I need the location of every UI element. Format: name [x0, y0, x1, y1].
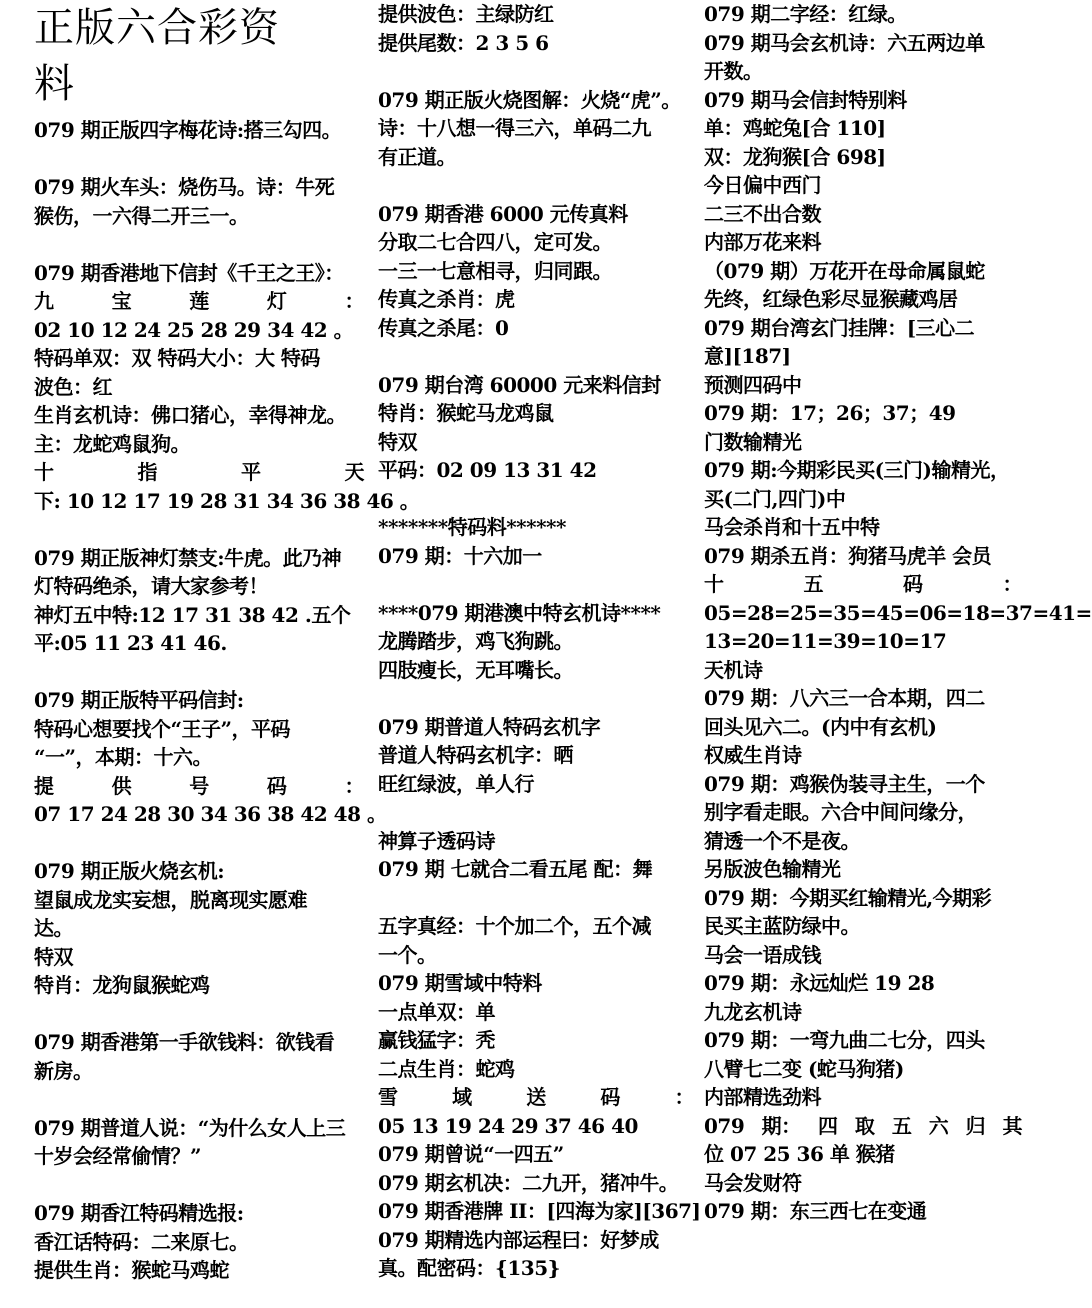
- text-line: 05 13 19 24 29 37 46 40: [378, 1113, 638, 1138]
- text-line: 079 期：十六加一: [378, 543, 542, 568]
- text-line: 079 期：17；26；37；49: [704, 401, 956, 425]
- text-line: 分取二七合四八，定可发。: [378, 230, 612, 254]
- title-line-2: 料: [34, 61, 75, 107]
- text-line: 另版波色输精光: [704, 857, 841, 881]
- spread-char: 莲: [189, 289, 209, 313]
- text-line: 龙腾踏步，鸡飞狗跳。: [378, 629, 573, 653]
- text-line: 提供尾数：2 3 5 6: [378, 30, 549, 55]
- text-line: [378, 1083, 694, 1112]
- text-line: 平码：02 09 13 31 42: [378, 458, 597, 482]
- text-line: 特码单双：双 特码大小：大 特码: [34, 346, 320, 370]
- text-line: ****079 期港澳中特玄机诗****: [378, 600, 661, 625]
- text-line: 079 期杀五肖：狗猪马虎羊 会员: [704, 543, 992, 568]
- text-line: 079 期香港地下信封《千王之王》：: [34, 260, 344, 285]
- text-line: 诗：十八想一得三六，单码二九: [378, 116, 651, 140]
- page-title: [34, 0, 364, 112]
- text-line: 079 期台湾 60000 元来料信封: [378, 372, 661, 397]
- text-line: 普道人特码玄机字：晒: [378, 743, 573, 767]
- text-line: 传真之杀尾：0: [378, 315, 509, 340]
- text-line: 079 期二字经：红绿。: [704, 2, 907, 26]
- text-line: 买(二门,四门)中: [704, 486, 846, 511]
- text-line: 灯特码绝杀，请大家参考！: [34, 574, 268, 598]
- spread-char: 号: [189, 773, 209, 798]
- spread-char: ：: [344, 289, 364, 313]
- text-line: 079 期正版火烧玄机:: [34, 859, 225, 883]
- text-line: 079 期普道人说：“为什么女人上三: [34, 1115, 346, 1140]
- text-line: 079 期：八六三一合本期，四二: [704, 686, 985, 710]
- spread-char: 码: [600, 1085, 620, 1109]
- text-line: 079 期 七就合二看五尾 配：舞: [378, 857, 653, 881]
- spread-char: 六: [928, 1113, 949, 1138]
- spread-char: 期：: [761, 1113, 801, 1138]
- spread-char: 雪: [378, 1085, 398, 1109]
- text-line: 特肖：龙狗鼠猴蛇鸡: [34, 973, 210, 997]
- text-line: 05=28=25=35=45=06=18=37=41=: [704, 600, 1092, 625]
- text-line: 二三不出合数: [704, 201, 821, 226]
- text-line: 079 期香港第一手欲钱料：欲钱看: [34, 1030, 335, 1054]
- text-line: 079 期正版四字梅花诗:搭三勾四。: [34, 118, 342, 142]
- blank-line: [34, 515, 364, 544]
- text-line: [704, 570, 1022, 599]
- text-line: 马会杀肖和十五中特: [704, 515, 880, 539]
- text-line: 079 期:今期彩民买(三门)输精光，: [704, 458, 1010, 482]
- text-line: 猜透一个不是夜。: [704, 828, 860, 853]
- text-line: 今日偏中西门: [704, 173, 821, 197]
- text-line: 赢钱猛字：秃: [378, 1028, 495, 1052]
- column-right: [704, 0, 1092, 1308]
- text-line: 九龙玄机诗: [704, 999, 802, 1024]
- text-line: 下: 10 12 17 19 28 31 34 36 38 46 。: [34, 488, 420, 513]
- blank-line: [378, 485, 694, 514]
- blank-line: [34, 1085, 364, 1114]
- text-line: *******特码料******: [378, 515, 566, 539]
- blank-line: [378, 57, 694, 86]
- spread-char: 指: [137, 460, 157, 484]
- text-line: 开数。: [704, 59, 763, 83]
- text-line: 提供波色：主绿防红: [378, 2, 554, 26]
- text-line: 079 期：永远灿烂 19 28: [704, 971, 935, 995]
- text-line: 有正道。: [378, 144, 456, 169]
- spread-char: 灯: [266, 289, 287, 313]
- spread-char: 取: [854, 1113, 875, 1138]
- text-line: [704, 1112, 1022, 1141]
- text-line: 一三一七意相寻，归同跟。: [378, 258, 612, 283]
- text-line: 生肖玄机诗：佛口猪心，幸得神龙。: [34, 403, 346, 427]
- spread-char: 供: [111, 773, 132, 798]
- text-line: 079 期香港 6000 元传真料: [378, 201, 628, 226]
- spread-char: 四: [818, 1113, 838, 1138]
- text-line: 波色：红: [34, 374, 112, 399]
- text-line: “一”，本期：十六。: [34, 745, 213, 769]
- text-line: [34, 458, 364, 487]
- text-line: 13=20=11=39=10=17: [704, 629, 947, 653]
- text-line: 079 期：鸡猴伪装寻主生，一个: [704, 771, 985, 796]
- text-line: 一点单双：单: [378, 999, 495, 1024]
- text-line: 真。配密码：{135}: [378, 1256, 560, 1280]
- text-line: 特双: [34, 944, 73, 969]
- text-line: 079 期马会信封特别料: [704, 87, 907, 112]
- text-line: 079 期精选内部运程曰：好梦成: [378, 1227, 659, 1252]
- text-line: 单：鸡蛇兔[合 110]: [704, 116, 886, 140]
- text-line: 02 10 12 24 25 28 29 34 42 。: [34, 317, 354, 342]
- text-line: 回头见六二。(内中有玄机): [704, 714, 937, 739]
- spread-char: 域: [452, 1085, 472, 1109]
- text-line: 望鼠成龙实妄想，脱离现实愿难: [34, 887, 307, 912]
- text-line: 神算子透码诗: [378, 828, 495, 853]
- blank-line: [34, 658, 364, 687]
- spread-char: 码: [266, 773, 287, 798]
- spread-char: 十: [34, 460, 54, 484]
- text-line: 特双: [378, 429, 417, 454]
- text-line: 猴伤，一六得二开三一。: [34, 203, 249, 228]
- text-line: 位 07 25 36 单 猴猪: [704, 1142, 895, 1166]
- text-line: 预测四码中: [704, 372, 802, 397]
- text-line: 内部精选劲料: [704, 1085, 821, 1109]
- spread-char: 079: [704, 1113, 745, 1138]
- text-line: 旺红绿波，单人行: [378, 771, 534, 796]
- spread-char: 宝: [111, 289, 132, 313]
- text-line: 079 期普道人特码玄机字: [378, 714, 601, 739]
- blank-line: [378, 570, 694, 599]
- blank-line: [378, 884, 694, 913]
- column-right-lines: [704, 0, 1092, 1226]
- text-line: 传真之杀肖：虎: [378, 287, 515, 311]
- text-line: 079 期正版特平码信封:: [34, 688, 244, 712]
- text-line: 特码心想要找个“王子”，平码: [34, 716, 291, 741]
- text-line: 先终，红绿色彩尽显猴藏鸡居: [704, 287, 958, 311]
- blank-line: [378, 798, 694, 827]
- text-line: 门数输精光: [704, 429, 802, 454]
- spread-char: 五: [803, 572, 823, 596]
- text-line: 新房。: [34, 1058, 93, 1083]
- column-middle: [378, 0, 701, 1308]
- blank-line: [34, 829, 364, 858]
- text-line: 内部万花来料: [704, 230, 821, 254]
- text-line: 一个。: [378, 942, 437, 967]
- blank-line: [34, 1171, 364, 1200]
- text-line: 双：龙狗猴[合 698]: [704, 144, 886, 169]
- blank-line: [34, 145, 364, 174]
- column-middle-lines: [378, 0, 701, 1283]
- blank-line: [378, 342, 694, 371]
- spread-char: 归: [965, 1113, 986, 1138]
- text-line: 079 期雪域中特料: [378, 971, 542, 995]
- spread-char: ：: [674, 1085, 694, 1109]
- blank-line: [34, 230, 364, 259]
- text-line: 079 期台湾玄门挂牌：[三心二: [704, 315, 975, 340]
- text-line: 神灯五中特:12 17 31 38 42 .五个: [34, 602, 351, 627]
- text-line: 民买主蓝防绿中。: [704, 914, 860, 938]
- spread-char: 五: [891, 1113, 912, 1138]
- blank-line: [378, 171, 694, 200]
- text-line: 07 17 24 28 30 34 36 38 42 48 。: [34, 802, 387, 826]
- text-line: 意][187]: [704, 344, 791, 368]
- spread-char: 平: [241, 460, 261, 484]
- text-line: 达。: [34, 916, 73, 940]
- text-line: 十岁会经常偷情？”: [34, 1144, 202, 1168]
- text-line: 079 期火车头：烧伤马。诗：牛死: [34, 175, 335, 199]
- spread-char: ：: [1002, 572, 1022, 596]
- spread-char: 九: [34, 289, 54, 313]
- text-line: [34, 287, 364, 316]
- text-line: 别字看走眼。六合中间问缘分，: [704, 800, 977, 824]
- text-line: 079 期：一弯九曲二七分，四头: [704, 1028, 985, 1052]
- blank-line: [34, 1000, 364, 1029]
- text-line: 马会发财符: [704, 1170, 802, 1195]
- text-line: 香江话特码：二来原七。: [34, 1229, 249, 1254]
- text-line: 平:05 11 23 41 46.: [34, 631, 227, 655]
- text-line: 079 期香江特码精选报:: [34, 1201, 244, 1225]
- text-line: 079 期：今期买红输精光,今期彩: [704, 885, 992, 910]
- blank-line: [378, 684, 694, 713]
- spread-char: 码: [903, 572, 923, 596]
- text-line: 079 期正版神灯禁支:牛虎。此乃神: [34, 545, 342, 570]
- spread-char: 提: [34, 773, 54, 798]
- text-line: 马会一语成钱: [704, 942, 821, 967]
- text-line: 079 期香港牌 II：[四海为家][367]: [378, 1199, 701, 1223]
- text-line: （079 期）万花开在母命属鼠蛇: [704, 258, 985, 283]
- spread-char: 十: [704, 572, 724, 596]
- text-line: 079 期马会玄机诗：六五两边单: [704, 30, 985, 55]
- text-line: 提供生肖：猴蛇马鸡蛇: [34, 1258, 229, 1282]
- spread-char: 天: [344, 460, 364, 484]
- spread-char: 其: [1002, 1113, 1022, 1138]
- text-line: 二点生肖：蛇鸡: [378, 1056, 515, 1081]
- title-line-1: 正版六合彩资: [34, 5, 280, 51]
- text-line: 天机诗: [704, 657, 763, 682]
- text-line: 主：龙蛇鸡鼠狗。: [34, 431, 190, 456]
- text-line: 079 期：东三西七在变通: [704, 1199, 927, 1223]
- text-line: 权威生肖诗: [704, 743, 802, 767]
- text-line: 五字真经：十个加二个，五个减: [378, 914, 651, 938]
- text-line: 八臂七二变 (蛇马狗猪): [704, 1056, 904, 1081]
- text-line: 079 期曾说“一四五”: [378, 1142, 564, 1166]
- text-line: 079 期正版火烧图解：火烧“虎”。: [378, 87, 681, 112]
- spread-char: ：: [344, 773, 364, 798]
- text-line: 079 期玄机决：二九开，猪冲牛。: [378, 1170, 679, 1195]
- text-line: 四肢瘦长，无耳嘴长。: [378, 657, 573, 682]
- text-line: [34, 772, 364, 801]
- spread-char: 送: [526, 1085, 546, 1109]
- text-line: 特肖：猴蛇马龙鸡鼠: [378, 401, 554, 425]
